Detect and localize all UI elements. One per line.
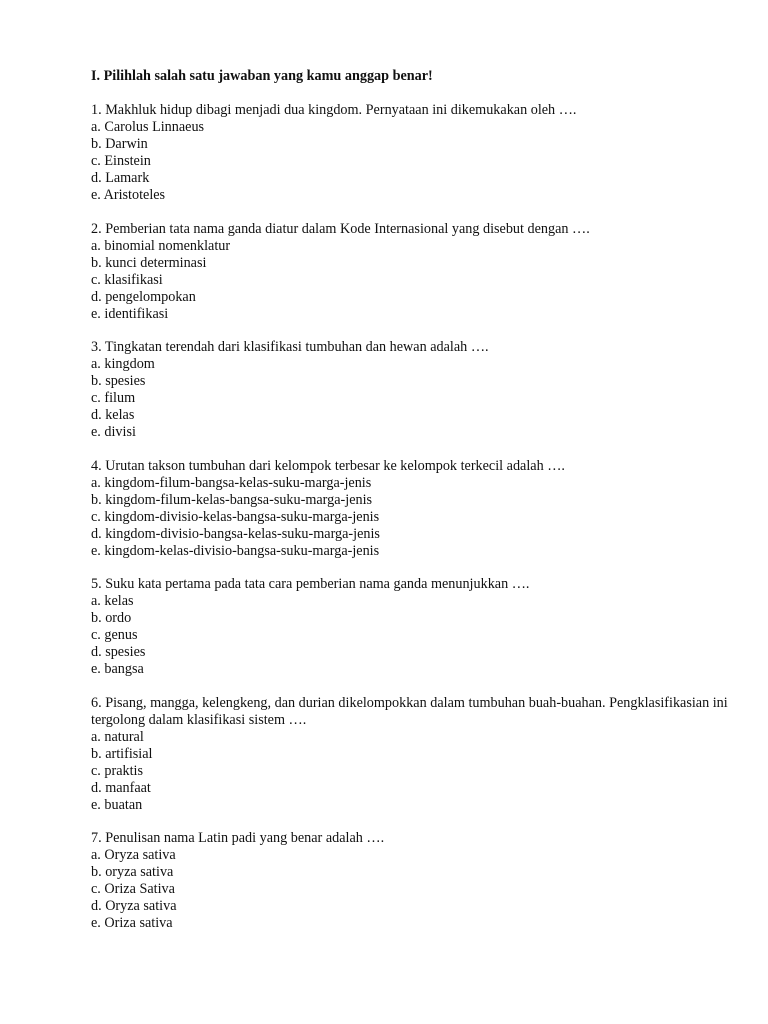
question-text: 5. Suku kata pertama pada tata cara pemberian nama ganda menunjukkan …. <box>91 576 530 592</box>
option-a: a. Carolus Linnaeus <box>91 119 205 135</box>
option-b: b. artifisial <box>91 745 153 762</box>
option-a: a. kingdom-filum-bangsa-kelas-suku-marga-jenis <box>91 474 372 491</box>
option-a: a. binomial nomenklatur <box>91 237 231 254</box>
option-d: d. kingdom-divisio-bangsa-kelas-suku-marga-jenis <box>91 525 380 542</box>
option-e: e. divisi <box>91 424 136 440</box>
question-6 <box>91 695 731 814</box>
question-1 <box>91 102 731 204</box>
option-b: b. oryza sativa <box>91 864 174 880</box>
option-c: c. filum <box>91 390 136 406</box>
option-e: e. buatan <box>91 796 143 813</box>
option-a: a. Oryza sativa <box>91 847 176 863</box>
question-text: 6. Pisang, mangga, kelengkeng, dan durian dikelompokkan dalam tumbuhan buah-buahan. Pengklasifikasian ini tergolong dalam klasifikasi sistem …. <box>91 694 728 728</box>
option-c: c. klasifikasi <box>91 271 163 288</box>
option-d: d. pengelompokan <box>91 288 196 305</box>
option-a: a. natural <box>91 728 144 745</box>
document-page <box>91 68 731 949</box>
option-b: b. kingdom-filum-kelas-bangsa-suku-marga-jenis <box>91 491 373 508</box>
option-e: e. kingdom-kelas-divisio-bangsa-suku-marga-jenis <box>91 542 380 559</box>
question-7 <box>91 830 731 932</box>
question-3 <box>91 339 731 441</box>
option-c: c. genus <box>91 627 138 643</box>
question-text: 1. Makhluk hidup dibagi menjadi dua kingdom. Pernyataan ini dikemukakan oleh …. <box>91 102 577 118</box>
option-d: d. kelas <box>91 407 135 423</box>
option-a: a. kelas <box>91 593 134 609</box>
option-c: c. Oriza Sativa <box>91 881 175 897</box>
option-c: c. praktis <box>91 762 144 779</box>
question-text: 4. Urutan takson tumbuhan dari kelompok terbesar ke kelompok terkecil adalah …. <box>91 457 565 474</box>
question-text: 7. Penulisan nama Latin padi yang benar adalah …. <box>91 830 385 846</box>
option-e: e. Oriza sativa <box>91 915 173 931</box>
question-text: 3. Tingkatan terendah dari klasifikasi tumbuhan dan hewan adalah …. <box>91 339 489 355</box>
option-c: c. Einstein <box>91 153 151 169</box>
question-5 <box>91 576 731 678</box>
section-heading: I. Pilihlah salah satu jawaban yang kamu anggap benar! <box>91 68 433 84</box>
question-2 <box>91 221 731 323</box>
option-e: e. bangsa <box>91 661 144 677</box>
option-b: b. ordo <box>91 610 132 626</box>
option-a: a. kingdom <box>91 356 155 372</box>
option-d: d. Lamark <box>91 170 150 186</box>
question-4 <box>91 458 731 560</box>
option-d: d. spesies <box>91 644 146 660</box>
option-b: b. spesies <box>91 373 146 389</box>
option-e: e. Aristoteles <box>91 187 166 203</box>
option-e: e. identifikasi <box>91 305 169 322</box>
option-b: b. kunci determinasi <box>91 254 207 271</box>
option-c: c. kingdom-divisio-kelas-bangsa-suku-marga-jenis <box>91 508 380 525</box>
option-b: b. Darwin <box>91 136 148 152</box>
question-text: 2. Pemberian tata nama ganda diatur dalam Kode Internasional yang disebut dengan …. <box>91 220 590 237</box>
option-d: d. Oryza sativa <box>91 898 177 914</box>
option-d: d. manfaat <box>91 779 151 796</box>
